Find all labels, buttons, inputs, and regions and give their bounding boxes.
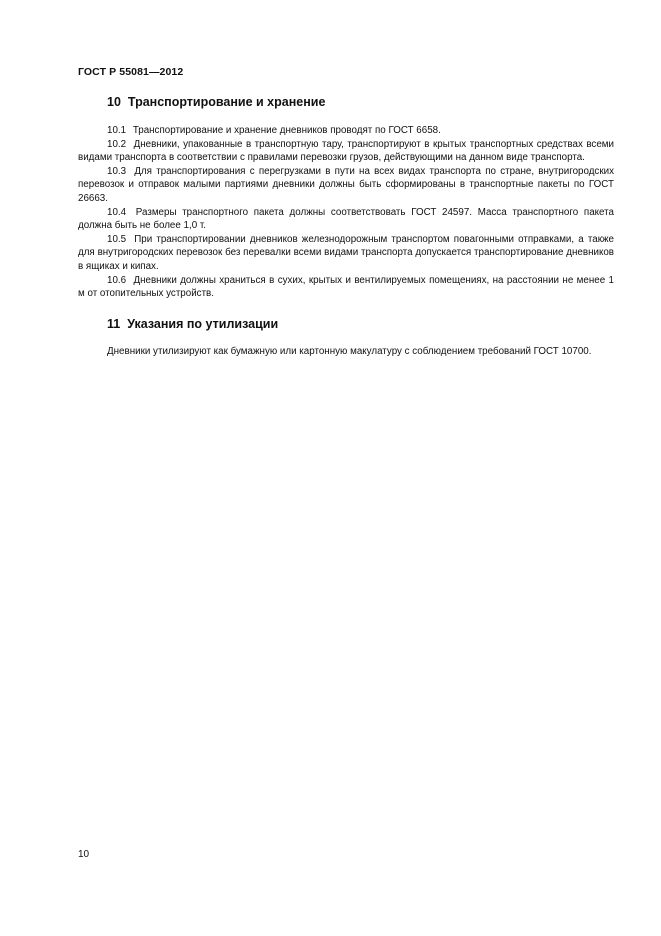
section-10-number: 10 [107,95,121,109]
paragraph-10-2 [78,138,614,165]
section-11-body [78,345,614,359]
page-number: 10 [78,849,90,860]
paragraph-10-3 [78,165,614,206]
paragraph-10-6 [78,274,614,301]
paragraph-11 [78,345,614,359]
paragraph-text: Размеры транспортного пакета должны соответствовать ГОСТ 24597. Масса транспортного пакета должна быть не более 1,0 т. [78,206,614,232]
paragraph-text: Дневники утилизируют как бумажную или картонную макулатуру с соблюдением требований ГОСТ 10700. [107,346,592,357]
paragraph-text: При транспортировании дневников железнодорожным транспортом повагонными отправками, а также для внутригородских перевозок без перевалки всеми видами транспорта допускается транспортирование дневников в ящиках и кипах. [78,233,614,272]
paragraph-text: Дневники должны храниться в сухих, крытых и вентилируемых помещениях, на расстоянии не менее 1 м от отопительных устройств. [78,274,614,300]
section-10-heading [107,95,325,109]
paragraph-text: Для транспортирования с перегрузками в пути на всех видах транспорта по стране, внутригородских перевозок и отправок малыми партиями дневники должны быть сформированы в транспортные пакеты по ГОСТ 26663. [78,165,614,204]
paragraph-10-4 [78,206,614,233]
paragraph-number: 10.2 [107,138,127,150]
paragraph-text: Дневники, упакованные в транспортную тару, транспортируют в крытых транспортных средствах всеми видами транспорта в соответствии с правилами перевозки грузов, действующими на данном виде транспорта. [78,138,614,164]
section-10-title: Транспортирование и хранение [127,95,326,109]
paragraph-number: 10.3 [107,165,127,177]
paragraph-number: 10.1 [107,125,127,136]
section-11-heading [107,317,278,331]
paragraph-number: 10.6 [107,274,127,286]
paragraph-text: Транспортирование и хранение дневников проводят по ГОСТ 6658. [132,125,441,136]
document-code: ГОСТ Р 55081—2012 [78,66,184,78]
paragraph-number: 10.5 [107,233,127,245]
section-10-body [78,124,614,301]
section-11-title: Указания по утилизации [127,317,279,331]
paragraph-10-5 [78,233,614,274]
paragraph-10-1 [78,124,614,138]
paragraph-number: 10.4 [107,206,127,218]
section-11-number: 11 [107,317,121,331]
